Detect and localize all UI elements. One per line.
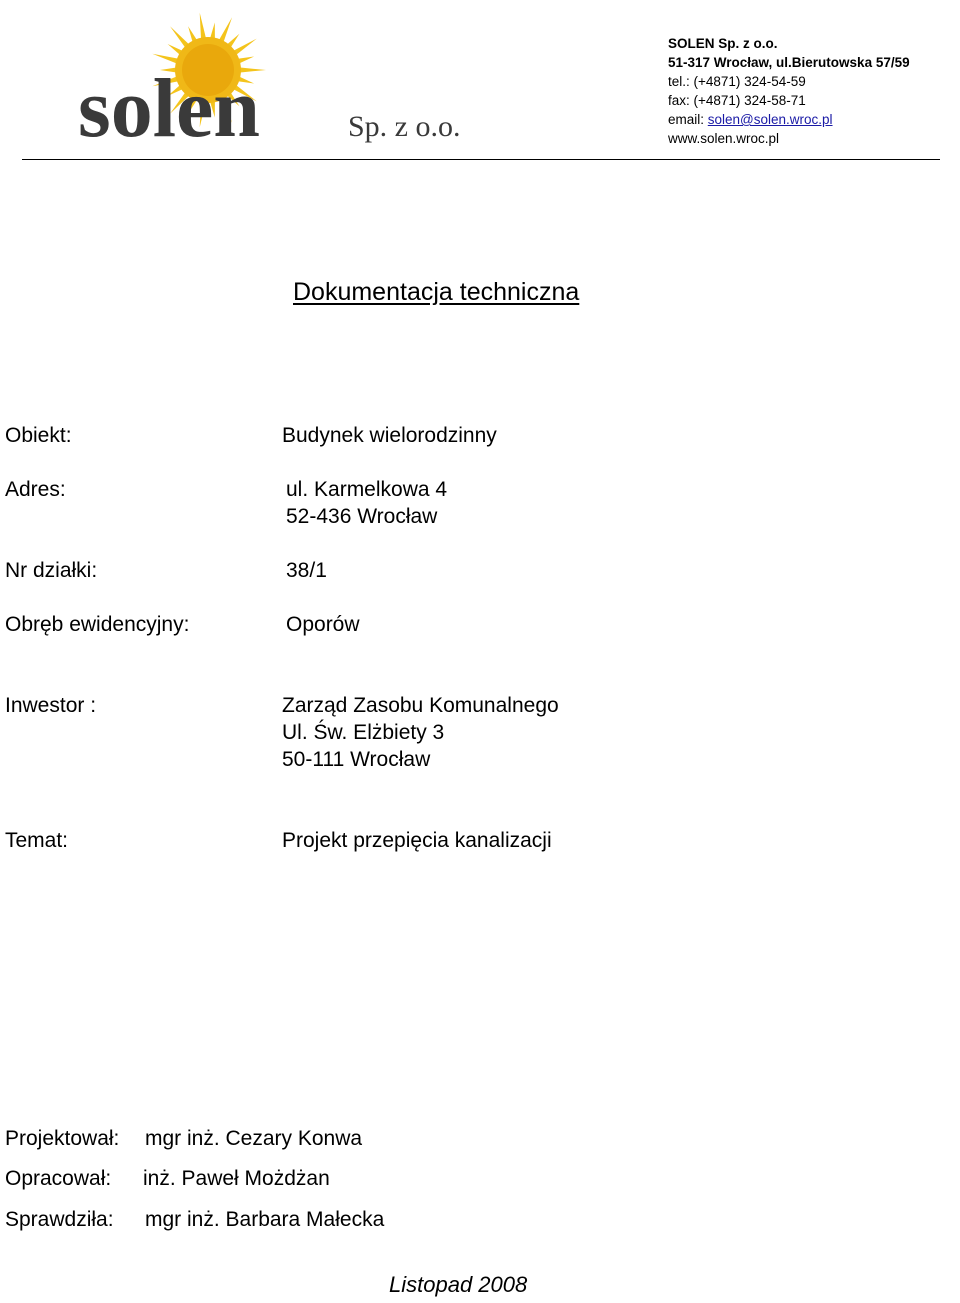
company-email-link[interactable]: solen@solen.wroc.pl bbox=[707, 112, 833, 127]
opracowal-row bbox=[5, 1165, 330, 1192]
obreb-value: Oporów bbox=[286, 613, 360, 636]
obreb-label: Obręb ewidencyjny: bbox=[5, 613, 190, 636]
document-title: Dokumentacja techniczna bbox=[293, 278, 580, 306]
logo-brand-text: solen bbox=[78, 62, 261, 155]
temat-value: Projekt przepięcia kanalizacji bbox=[282, 829, 552, 852]
obiekt-value: Budynek wielorodzinny bbox=[282, 424, 497, 447]
company-info bbox=[668, 34, 910, 148]
sprawdzila-label: Sprawdziła: bbox=[5, 1208, 114, 1231]
projektowal-label: Projektował: bbox=[5, 1127, 120, 1150]
dzialka-label: Nr działki: bbox=[5, 559, 98, 582]
opracowal-name: inż. Paweł Możdżan bbox=[143, 1167, 330, 1190]
obiekt-label: Obiekt: bbox=[5, 424, 72, 447]
company-email-line bbox=[668, 110, 910, 129]
company-email-label: email: bbox=[668, 112, 708, 127]
dzialka-value: 38/1 bbox=[286, 559, 327, 582]
adres-label: Adres: bbox=[5, 478, 66, 501]
inwestor-line1: Zarząd Zasobu Komunalnego bbox=[282, 694, 559, 717]
sprawdzila-name: mgr inż. Barbara Małecka bbox=[145, 1208, 385, 1231]
document-date: Listopad 2008 bbox=[389, 1272, 528, 1297]
company-www[interactable]: www.solen.wroc.pl bbox=[668, 131, 780, 146]
projektowal-row bbox=[5, 1125, 363, 1152]
company-fax: fax: (+4871) 324-58-71 bbox=[668, 93, 806, 108]
sun-ray bbox=[200, 13, 207, 41]
company-address: 51-317 Wrocław, ul.Bierutowska 57/59 bbox=[668, 55, 910, 70]
logo-suffix-text: Sp. z o.o. bbox=[348, 110, 461, 143]
company-logo bbox=[70, 8, 500, 158]
sprawdzila-row bbox=[5, 1206, 385, 1233]
header-divider bbox=[22, 159, 940, 160]
company-tel: tel.: (+4871) 324-54-59 bbox=[668, 74, 806, 89]
temat-label: Temat: bbox=[5, 829, 69, 852]
company-name: SOLEN Sp. z o.o. bbox=[668, 36, 778, 51]
projektowal-name: mgr inż. Cezary Konwa bbox=[145, 1127, 363, 1150]
adres-line1: ul. Karmelkowa 4 bbox=[286, 478, 448, 501]
inwestor-line2: Ul. Św. Elżbiety 3 bbox=[282, 721, 445, 744]
opracowal-label: Opracował: bbox=[5, 1167, 112, 1190]
adres-line2: 52-436 Wrocław bbox=[286, 505, 438, 528]
inwestor-label: Inwestor : bbox=[5, 694, 97, 717]
sun-logo-icon bbox=[70, 8, 500, 158]
inwestor-line3: 50-111 Wrocław bbox=[282, 748, 431, 771]
